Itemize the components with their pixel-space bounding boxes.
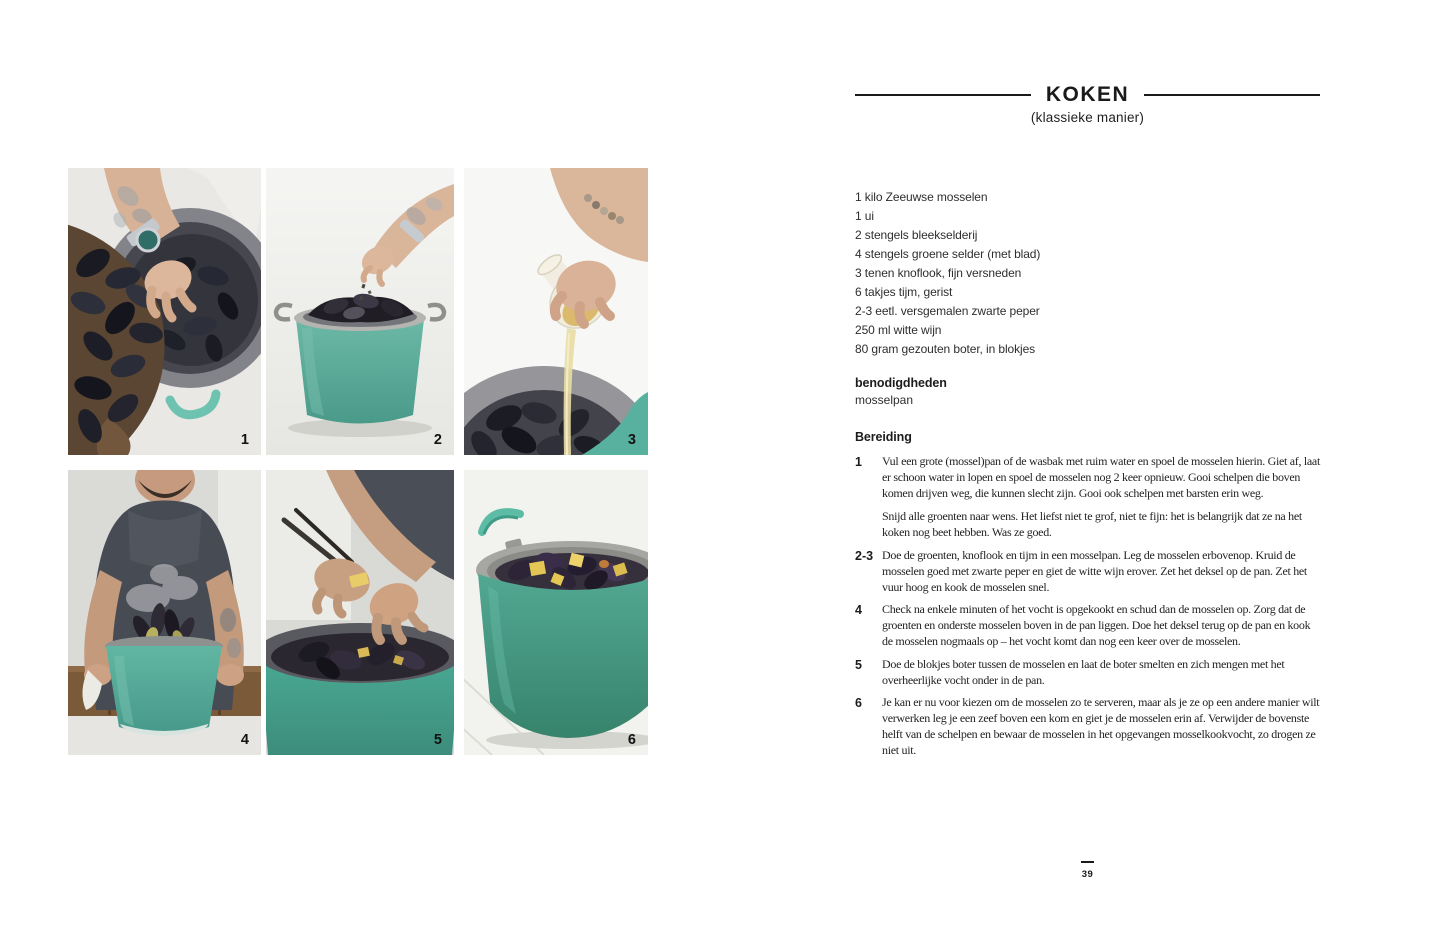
title-row <box>855 83 1320 107</box>
step-number: 6 <box>855 696 862 711</box>
step-paragraph: Check na enkele minuten of het vocht is opgekookt en schud dan de mosselen op. Zorg dat de groenten en onderste mosselen boven in de pan liggen. Doe het deksel terug op de pan en kook de mosselen nogmaals op – het vocht komt dan nog een keer over de mosselen. <box>882 602 1311 648</box>
photo-5-illustration <box>266 470 454 755</box>
step-paragraph: Doe de blokjes boter tussen de mosselen en laat de boter smelten en zich mengen met het overheerlijke vocht onder in de pan. <box>882 656 1285 687</box>
recipe-title: KOKEN <box>1045 83 1130 106</box>
ingredient-item: 250 ml witte wijn <box>855 323 942 337</box>
ingredient-item: 1 ui <box>855 209 874 223</box>
equipment-section <box>855 376 1320 407</box>
equipment-item: mosselpan <box>855 393 914 407</box>
ingredient-item: 4 stengels groene selder (met blad) <box>855 247 1041 261</box>
ingredient-item: 80 gram gezouten boter, in blokjes <box>855 342 1036 356</box>
step-paragraph: Snijd alle groenten naar wens. Het liefst niet te grof, niet te fijn: het is belangrijk dat ze na het koken nog beet hebben. Was ze goed. <box>882 509 1302 540</box>
page-footer <box>855 861 1320 882</box>
equipment-heading: benodigdheden <box>855 376 947 390</box>
ingredient-item: 1 kilo Zeeuwse mosselen <box>855 190 988 204</box>
photo-number: 3 <box>627 432 636 448</box>
teal-pot <box>266 623 454 755</box>
recipe-header <box>855 83 1320 125</box>
prep-step <box>855 657 1321 689</box>
step-photo-1 <box>68 168 261 455</box>
step-number: 4 <box>855 603 862 618</box>
prep-step <box>855 602 1321 649</box>
step-number: 1 <box>855 455 862 469</box>
preparation-heading: Bereiding <box>855 430 912 444</box>
ingredient-item: 2-3 eetl. versgemalen zwarte peper <box>855 304 1040 318</box>
step-number: 5 <box>855 657 862 672</box>
photo-number: 2 <box>433 432 442 448</box>
step-paragraph: Vul een grote (mossel)pan of de wasbak met ruim water en spoel de mosselen hierin. Giet af, laat er schoon water in lopen en spoel de mosselen nog 2 keer opnieuw. Gooi schelpen die boven komen drijven weg, die kunnen slecht zijn. Gooi ook schelpen met barsten erin weg. <box>882 454 1320 500</box>
step-photo-4 <box>68 470 261 755</box>
step-paragraph: Doe de groenten, knoflook en tijm in een mosselpan. Leg de mosselen erbovenop. Kruid de mosselen goed met zwarte peper en giet de witte wijn erover. Zet het deksel op de pan. Zet het vuur hoog en kook de mosselen snel. <box>882 547 1307 594</box>
ingredient-item: 3 tenen knoflook, fijn versneden <box>855 266 1022 280</box>
photo-2-illustration <box>266 168 454 455</box>
ingredient-item: 2 stengels bleekselderij <box>855 228 978 242</box>
title-rule-left <box>855 94 1031 96</box>
step-photo-6 <box>464 470 648 755</box>
step-photo-2 <box>266 168 454 455</box>
page-number-rule <box>1081 861 1094 863</box>
prep-step <box>855 454 1321 541</box>
prep-step <box>855 695 1321 758</box>
ingredient-item: 6 takjes tijm, gerist <box>855 285 953 299</box>
step-text <box>882 695 1321 758</box>
step-text <box>882 602 1321 649</box>
step-photo-3 <box>464 168 648 455</box>
step-photo-5 <box>266 470 454 755</box>
step-paragraph: Je kan er nu voor kiezen om de mosselen zo te serveren, maar als je ze op een andere manier wilt verwerken leg je een zeef boven een kom en giet je de mosselen erin af. Verwijder de bovenste helft van de schelpen en bewaar de mosselen in het opgevangen mosselkookvocht, zo drogen ze niet uit. <box>882 695 1320 757</box>
photo-number: 5 <box>433 732 442 748</box>
step-text <box>882 454 1321 541</box>
page-number: 39 <box>1081 869 1094 880</box>
photo-3-illustration <box>464 168 648 455</box>
photo-1-illustration <box>68 168 261 455</box>
ingredients-list <box>855 188 1320 359</box>
photo-4-illustration <box>68 470 261 755</box>
title-rule-right <box>1144 94 1320 96</box>
prep-step <box>855 548 1321 595</box>
photo-number: 4 <box>240 732 249 748</box>
recipe-subtitle: (klassieke manier) <box>1030 110 1145 125</box>
preparation-steps <box>855 454 1321 766</box>
photo-6-illustration <box>464 470 648 755</box>
step-text <box>882 548 1321 595</box>
photo-number: 1 <box>240 432 249 448</box>
step-number: 2-3 <box>855 548 874 563</box>
photo-number: 6 <box>627 732 636 748</box>
step-text <box>882 657 1321 689</box>
teal-pot <box>105 636 223 736</box>
photo-grid <box>68 168 648 755</box>
